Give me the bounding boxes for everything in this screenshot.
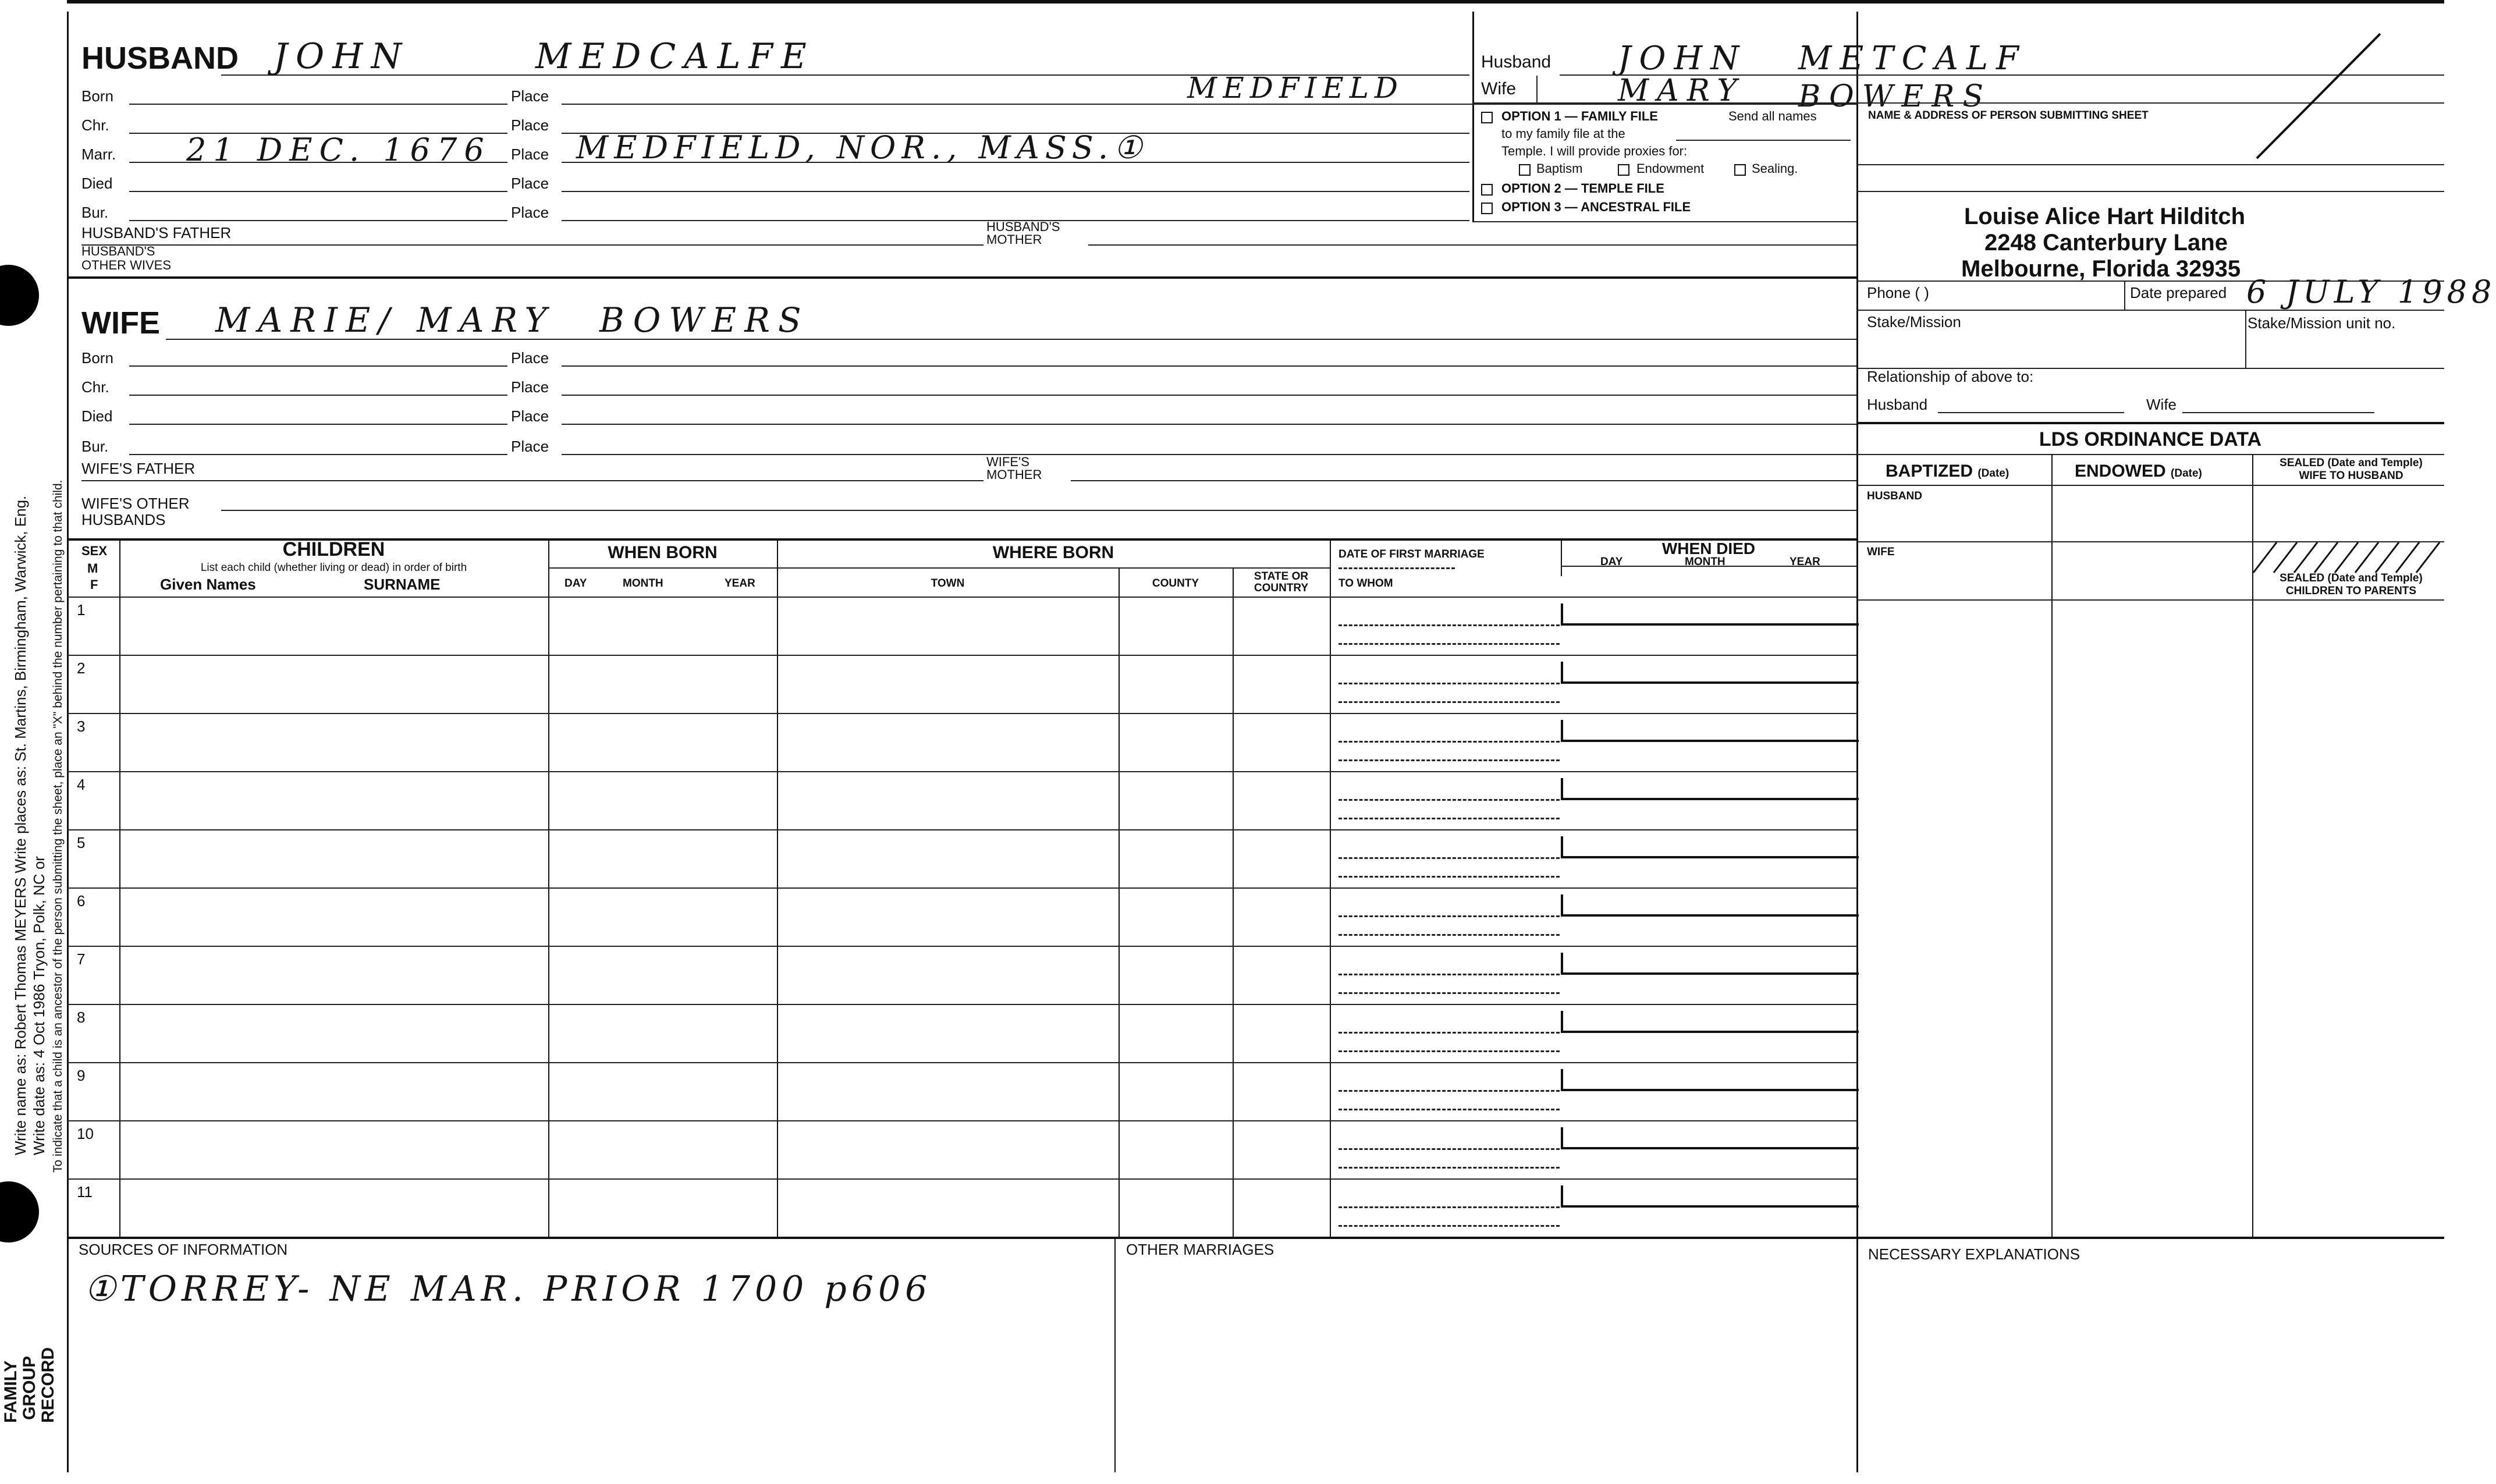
child-row-rule [67,829,1856,830]
surname-label: SURNAME [364,576,441,593]
born-day-label: DAY [564,577,587,590]
other-marriages-label: OTHER MARRIAGES [1126,1241,1274,1258]
wife-given-name: MARIE/ MARY [215,300,555,340]
ordinance-title: LDS ORDINANCE DATA [2039,428,2262,450]
sealing-checkbox[interactable] [1734,164,1746,176]
marriage-whom-dash [1338,934,1560,936]
marriage-whom-dash [1338,876,1560,878]
child-row-number: 11 [77,1183,93,1201]
died-bracket [1561,1069,1859,1091]
submitter-street: 2248 Canterbury Lane [1984,230,2228,255]
explanations-label: NECESSARY EXPLANATIONS [1868,1245,2080,1263]
option1-text-c: Temple. I will provide proxies for: [1501,144,1688,158]
child-row-rule [67,713,1856,714]
husband-mother-label-1: HUSBAND'S [986,219,1060,234]
husband-other-wives-label-1: HUSBAND'S [81,244,155,258]
ordinance-sealed-wife-1: SEALED (Date and Temple) [2280,457,2423,469]
children-sub-label: List each child (whether living or dead) in order of birth [200,562,467,574]
ordinance-row-husband: HUSBAND [1867,490,1922,502]
child-row-rule [67,1120,1856,1121]
child-row-rule [67,887,1856,889]
hatched-box [2253,542,2445,573]
baptism-checkbox[interactable] [1519,164,1531,176]
marriage-date-dash [1338,1090,1560,1092]
left-margin-rule [67,12,69,1472]
stake-unit-label: Stake/Mission unit no. [2248,314,2396,332]
marriage-date-dash [1338,857,1560,859]
husband-given-name: JOHN [274,36,410,77]
wife-born-place-label: Place [511,349,549,367]
marriage-whom-dash [1338,1050,1560,1052]
ordinance-sealed-children-1: SEALED (Date and Temple) [2280,572,2423,584]
died-day-label: DAY [1600,556,1623,568]
when-born-label: WHEN BORN [608,543,718,562]
option2-checkbox[interactable] [1481,184,1493,196]
state-label-1: STATE OR [1254,570,1309,583]
marriage-whom-dash [1338,1109,1560,1110]
hb-husband-given: JOHN [1618,40,1748,77]
hb-wife-surname: BOWERS [1798,79,1991,114]
date-prepared-value: 6 JULY 1988 [2246,274,2496,310]
wife-born-label: Born [81,349,113,367]
binder-hole-bottom [0,1181,39,1242]
husband-died-label: Died [81,175,113,192]
marriage-date-dash [1338,741,1560,743]
wife-died-label: Died [81,407,113,425]
husband-bur-label: Bur. [81,204,109,221]
died-bracket [1561,778,1859,800]
husband-marr-date: 21 DEC. 1676 [186,132,491,168]
opt-endowment-label: Endowment [1636,161,1705,176]
marriage-whom-dash [1338,643,1560,645]
diagonal-mark [2246,29,2386,163]
wife-died-place-label: Place [511,407,549,425]
wife-chr-label: Chr. [81,378,109,396]
side-instruction-2: Write date as: 4 Oct 1986 Tryon, Polk, NC or [30,856,48,1155]
submitter-city: Melbourne, Florida 32935 [1961,256,2241,282]
child-row-rule [67,946,1856,947]
child-row-number: 10 [77,1125,94,1142]
husband-marr-label: Marr. [81,145,116,163]
hb-wife-given: MARY [1618,73,1745,108]
county-label: COUNTY [1152,577,1199,590]
marriage-date-dash [1338,974,1560,975]
sex-label: SEX [81,544,108,558]
opt-sealing-label: Sealing. [1752,161,1798,176]
marriage-date-dash [1338,1206,1560,1208]
ordinance-sealed-wife-2: WIFE TO HUSBAND [2299,470,2403,482]
rel-husband-label: Husband [1867,396,1928,413]
record-title-2: GROUP [20,1355,39,1420]
wife-other-husbands-label-1: WIFE'S OTHER [81,495,190,512]
rel-wife-label: Wife [2146,396,2177,413]
stake-label: Stake/Mission [1867,313,1961,331]
option1-checkbox[interactable] [1481,112,1493,123]
died-bracket [1561,1127,1859,1149]
wife-surname: BOWERS [599,300,809,340]
child-row-number: 7 [77,950,86,968]
option1-title: OPTION 1 — FAMILY FILE [1501,109,1658,123]
child-row-number: 2 [77,659,86,677]
child-row-rule [67,1062,1856,1063]
record-title-1: FAMILY [1,1360,20,1423]
husband-bur-place-label: Place [511,204,549,221]
husband-born-label: Born [81,87,113,105]
binder-hole-top [0,265,39,326]
wife-bur-place-label: Place [511,438,549,455]
opt-baptism-label: Baptism [1536,161,1583,176]
header-box-left-rule [1472,12,1474,221]
child-row-number: 8 [77,1009,86,1026]
marriage-date-dash [1338,799,1560,801]
husband-other-wives-label-2: OTHER WIVES [81,258,172,272]
option3-label: OPTION 3 — ANCESTRAL FILE [1501,200,1691,214]
where-born-label: WHERE BORN [992,543,1114,562]
marriage-whom-dash [1338,759,1560,761]
given-names-label: Given Names [160,576,256,593]
child-row-rule [67,771,1856,772]
died-bracket [1561,953,1859,975]
husband-surname: MEDCALFE [535,36,815,77]
marriage-whom-dash [1338,1225,1560,1227]
relationship-label: Relationship of above to: [1867,368,2034,385]
husband-chr-place-label: Place [511,116,549,134]
husband-father-label: HUSBAND'S FATHER [81,224,232,242]
sex-f-label: F [90,577,98,592]
hb-husband-label: Husband [1481,52,1551,72]
children-label: CHILDREN [282,538,385,560]
wife-chr-place-label: Place [511,378,549,396]
state-label-2: COUNTRY [1254,582,1309,594]
ordinance-row-wife: WIFE [1867,546,1895,558]
child-row-rule [67,655,1856,656]
sources-text: ①TORREY- NE MAR. PRIOR 1700 p606 [84,1269,932,1309]
endowment-checkbox[interactable] [1618,164,1629,176]
ordinance-sealed-children-2: CHILDREN TO PARENTS [2285,585,2417,597]
died-bracket [1561,1185,1859,1208]
child-row-number: 6 [77,892,86,910]
wife-bur-label: Bur. [81,438,109,455]
sources-label: SOURCES OF INFORMATION [79,1241,288,1258]
died-bracket [1561,836,1859,858]
husband-label: HUSBAND [81,41,239,76]
town-label: TOWN [931,577,965,590]
ordinance-baptized: BAPTIZED (Date) [1886,461,2009,481]
child-row-number: 5 [77,834,86,851]
born-year-label: YEAR [725,577,755,590]
died-bracket [1561,662,1859,684]
option1-text-b: to my family file at the [1501,126,1625,141]
died-month-label: MONTH [1685,556,1725,568]
child-row-rule [67,1178,1856,1180]
born-month-label: MONTH [623,577,663,590]
first-marriage-label: DATE OF FIRST MARRIAGE [1338,548,1485,560]
husband-chr-label: Chr. [81,116,109,134]
husband-born-place-label: Place [511,87,549,105]
when-died-label: WHEN DIED [1661,539,1756,558]
died-bracket [1561,1011,1859,1033]
date-prepared-label: Date prepared [2130,284,2227,301]
option3-checkbox[interactable] [1481,203,1493,214]
wife-other-husbands-label-2: HUSBANDS [81,511,166,528]
hb-wife-label: Wife [1481,79,1516,98]
died-bracket [1561,720,1859,742]
husband-born-place-extra: MEDFIELD [1187,71,1404,105]
option1-text-a: Send all names [1728,109,1817,123]
husband-marr-place-label: Place [511,145,549,163]
husband-marr-place: MEDFIELD, NOR., MASS.① [576,129,1148,166]
marriage-date-dash [1338,1032,1560,1034]
marriage-whom-dash [1338,1167,1560,1169]
child-row-number: 4 [77,776,86,793]
wife-label: WIFE [81,306,160,340]
marriage-whom-dash [1338,818,1560,819]
child-row-rule [67,1004,1856,1005]
husband-died-place-label: Place [511,175,549,192]
option2-label: OPTION 2 — TEMPLE FILE [1501,181,1664,196]
wife-mother-label-2: MOTHER [986,467,1042,482]
died-year-label: YEAR [1790,556,1820,568]
hb-husband-surname: METCALF [1798,40,2027,77]
died-bracket [1561,603,1859,626]
record-title-3: RECORD [38,1347,58,1423]
marriage-whom-dash [1338,992,1560,994]
submitter-label: NAME & ADDRESS OF PERSON SUBMITTING SHEET [1868,109,2149,122]
marriage-whom-dash [1338,701,1560,703]
submitter-name: Louise Alice Hart Hilditch [1964,204,2246,229]
child-row-number: 3 [77,718,86,735]
marriage-date-dash [1338,915,1560,917]
sex-m-label: M [87,561,98,576]
marriage-date-dash [1338,1148,1560,1150]
side-instruction-3: To indicate that a child is an ancestor of the person submitting the sheet, place an "X" behind the number pertaining to that child. [51,480,65,1173]
husband-mother-label-2: MOTHER [986,232,1042,247]
child-row-number: 9 [77,1067,86,1084]
died-bracket [1561,894,1859,917]
ordinance-endowed: ENDOWED (Date) [2075,461,2202,481]
wife-mother-label-1: WIFE'S [986,455,1029,469]
marriage-date-dash [1338,683,1560,684]
wife-father-label: WIFE'S FATHER [81,460,196,477]
top-edge-rule [67,0,2444,3]
marriage-date-dash [1338,624,1560,626]
phone-label: Phone ( ) [1867,284,1929,301]
to-whom-label: TO WHOM [1338,577,1393,590]
side-instruction-1: Write name as: Robert Thomas MEYERS Write places as: St. Martins, Birmingham, Warwick, Eng. [12,495,29,1155]
right-panel-rule [1856,12,1858,1472]
child-row-number: 1 [77,601,86,619]
